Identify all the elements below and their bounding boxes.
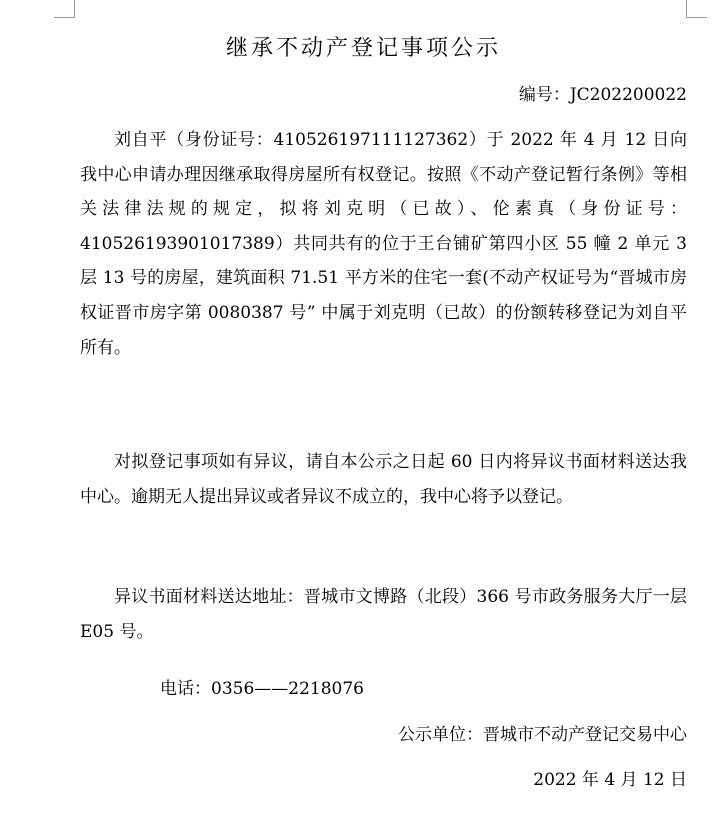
issue-date: 2022 年 4 月 12 日 [533, 770, 687, 790]
crop-mark-top-left [54, 0, 75, 18]
contact-phone: 电话：0356——2218076 [160, 679, 364, 699]
crop-mark-top-right [686, 0, 707, 18]
issuing-unit: 公示单位：晋城市不动产登记交易中心 [398, 725, 687, 745]
page-title: 继承不动产登记事项公示 [225, 36, 501, 61]
paragraph-text: 异议书面材料送达地址：晋城市文博路（北段）366 号市政务服务大厅一层 E05 号。 [80, 587, 687, 642]
body-paragraph-address [80, 580, 687, 649]
paragraph-text: 刘自平（身份证号：410526197111127362）于 2022 年 4 月 12 日向我中心申请办理因继承取得房屋所有权登记。按照《不动产登记暂行条例》等相关法律法规的规定，拟将刘克明（已故）、伦素真（身份证号：410526193901017389）共同共有的位于王台铺矿第四小区 55 幢 2 单元 3 层 13 号的房屋，建筑面积 71.51 平方米的住宅一套(不动产权证号为“晋城市房权证晋市房字第 0080387 号” 中属于刘克明（已故）的份额转移登记为刘自平所有。 [80, 130, 687, 358]
paragraph-text: 对拟登记事项如有异议，请自本公示之日起 60 日内将异议书面材料送达我中心。逾期无人提出异议或者异议不成立的，我中心将予以登记。 [80, 452, 687, 507]
body-paragraph-objection [80, 445, 687, 514]
document-number: 编号：JC202200022 [518, 85, 687, 105]
body-paragraph-application [80, 123, 687, 365]
